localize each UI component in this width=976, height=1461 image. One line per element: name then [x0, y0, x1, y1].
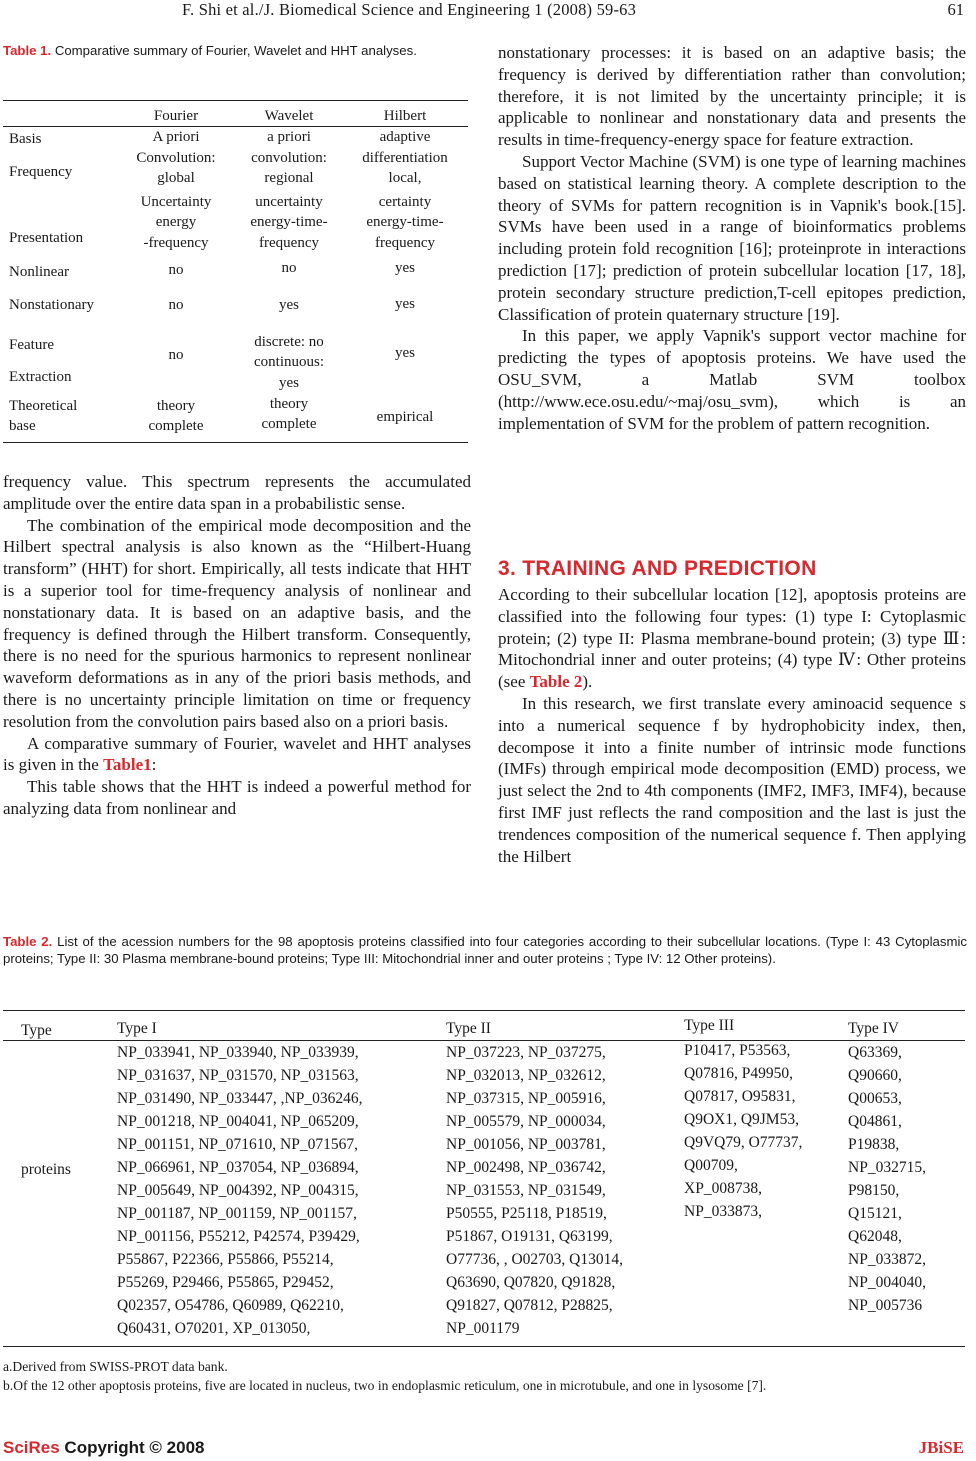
right-column-text: [498, 42, 966, 434]
table2-bottom-rule: [3, 1346, 965, 1347]
left-column-text: [3, 471, 471, 820]
table1-row-label: Theoretical base: [9, 398, 78, 435]
table1-cell: differentiation local,: [362, 150, 448, 187]
paragraph-text: :: [151, 755, 157, 775]
table2-cell-type4: Q15121,: [848, 1205, 902, 1222]
table2-cell-type3: P10417, P53563,: [684, 1042, 791, 1059]
table2-note-a: a.Derived from SWISS-PROT data bank.: [3, 1359, 228, 1374]
table2-header-type1: Type I: [117, 1020, 157, 1037]
table1-cell: no: [168, 262, 184, 278]
table1-cell: empirical: [376, 409, 434, 425]
paragraph-text: According to their subcellular location [12], apoptosis proteins are classified into the following four types: (1) type I: Cytoplasmic protein; (2) type II: Plasma membrane-bound protein; (3) type Ⅲ: Mitochondrial inner and outer proteins; (4) type Ⅳ: Other proteins (see: [498, 585, 966, 692]
table2-cell-type3: Q9OX1, Q9JM53,: [684, 1111, 799, 1128]
table2-cell-type2: NP_002498, NP_036742,: [446, 1159, 606, 1176]
table2-cell-type1: NP_033941, NP_033940, NP_033939,: [117, 1044, 359, 1061]
table2-cell-type2: NP_032013, NP_032612,: [446, 1067, 606, 1084]
table2-cell-type2: Q63690, Q07820, Q91828,: [446, 1274, 616, 1291]
table1: [0, 0, 476, 460]
table1-cell: A priori: [152, 129, 200, 145]
table1-cell: no: [168, 297, 184, 313]
table1-caption-label: Table 1.: [3, 43, 52, 58]
table2-cell-type1: NP_031490, NP_033447, ,NP_036246,: [117, 1090, 363, 1107]
table1-cell: theory complete: [261, 396, 317, 433]
table2-note-b: b.Of the 12 other apoptosis proteins, five are located in nucleus, two in endoplasmic reticulum, one in microtubule, and one in lysosome [7].: [3, 1378, 767, 1393]
table2-cell-type1: NP_001218, NP_004041, NP_065209,: [117, 1113, 359, 1130]
table2-cell-type3: Q07817, O95831,: [684, 1088, 796, 1105]
table2-cell-type3: Q00709,: [684, 1157, 738, 1174]
table2-cell-type4: Q00653,: [848, 1090, 902, 1107]
footer-copyright: [3, 1438, 205, 1458]
table2-type3-column: [684, 1039, 802, 1223]
table1-row-label: Feature Extraction: [9, 337, 72, 385]
table2-caption: [3, 933, 967, 967]
table1-cell: yes: [395, 260, 415, 276]
table1-cell: adaptive: [379, 129, 431, 145]
table1-row-label: Presentation: [9, 230, 84, 246]
table2-cell-type2: NP_037315, NP_005916,: [446, 1090, 606, 1107]
paragraph-text: A comparative summary of Fourier, wavelet and HHT analyses is given in the: [3, 733, 471, 775]
table2-cell-type1: P55867, P22366, P55866, P55214,: [117, 1251, 334, 1268]
table1-col-hilbert: Hilbert: [383, 108, 427, 124]
publisher-logo-text: SciRes: [3, 1438, 60, 1457]
table2-cell-type1: Q02357, O54786, Q60989, Q62210,: [117, 1297, 344, 1314]
table2-row-label: proteins: [21, 1161, 71, 1178]
table1-cell: yes: [279, 297, 299, 313]
paragraph: [498, 584, 966, 693]
table2-cell-type4: P19838,: [848, 1136, 900, 1153]
table2-cell-type2: NP_031553, NP_031549,: [446, 1182, 606, 1199]
table1-bottom-rule: [3, 442, 468, 443]
table2-cell-type1: NP_066961, NP_037054, NP_036894,: [117, 1159, 359, 1176]
table1-cell: discrete: no continuous: yes: [254, 334, 324, 391]
paragraph: Support Vector Machine (SVM) is one type of learning machines based on statistical learning theory. A complete description to the theory of SVMs for pattern recognition is in Vapnik's book.[15]. SVMs have been used in a range of bioinformatics problems including protein fold recognition [16]; proteinprote in interactions prediction [17]; prediction of protein subcellular location [17, 18], protein secondary structure prediction,T-cell epitopes prediction, Classification of protein quaternary structure [19].: [498, 151, 966, 324]
table2-cell-type4: NP_005736: [848, 1297, 923, 1314]
table2-cell-type4: P98150,: [848, 1182, 900, 1199]
paragraph: frequency value. This spectrum represents the accumulated amplitude over the entire data span in a probabilistic sense.: [3, 472, 471, 513]
table2-header-type: Type: [21, 1022, 52, 1039]
table1-cell: theory complete: [148, 398, 204, 435]
table2-top-rule: [3, 1010, 965, 1011]
table1-ref-link[interactable]: Table1: [103, 755, 152, 775]
table1-cell: yes: [395, 345, 415, 361]
table1-row-label: Basis: [9, 131, 42, 147]
table2-cell-type4: NP_032715,: [848, 1159, 926, 1176]
table2-cell-type2: P51867, O19131, Q63199,: [446, 1228, 613, 1245]
paragraph: In this research, we first translate every aminoacid sequence s into a numerical sequence f by hydrophobicity index, then, decompose it into a finite number of intrinsic mode functions (IMFs) through empirical mode decomposition (EMD) process, we just select the 2nd to 4th components (IMF2, IMF3, IMF4), because first IMF just reflects the rand composition and the last is just the trendences composition of the numerical sequence f. Then applying the Hilbert: [498, 693, 966, 866]
table2-cell-type2: P50555, P25118, P18519,: [446, 1205, 607, 1222]
table2-cell-type2: NP_001056, NP_003781,: [446, 1136, 606, 1153]
table1-caption-text: Comparative summary of Fourier, Wavelet and HHT analyses.: [54, 43, 417, 58]
table1-cell: no: [168, 347, 184, 363]
table2-cell-type4: NP_033872,: [848, 1251, 926, 1268]
table1-cell: certainty energy-time- frequency: [366, 194, 444, 251]
table2-cell-type4: NP_004040,: [848, 1274, 926, 1291]
table1-row-label: Frequency: [9, 164, 73, 180]
table2-cell-type2: Q91827, Q07812, P28825,: [446, 1297, 613, 1314]
table1-cell: a priori: [267, 129, 311, 145]
table2-header-type3: Type III: [684, 1017, 735, 1034]
table1-top-rule: [3, 100, 468, 101]
running-title: F. Shi et al./J. Biomedical Science and Engineering 1 (2008) 59-63: [182, 0, 637, 19]
table2-cell-type2: NP_037223, NP_037275,: [446, 1044, 606, 1061]
paragraph: This table shows that the HHT is indeed a powerful method for analyzing data from nonlinear and: [3, 777, 471, 818]
table2-caption-label: Table 2.: [3, 934, 53, 949]
table1-row-label: Nonstationary: [9, 297, 94, 313]
table1-cell: Convolution: global: [136, 150, 216, 187]
table2-cell-type3: NP_033873,: [684, 1203, 762, 1220]
table2-cell-type3: Q9VQ79, O77737,: [684, 1134, 803, 1151]
table2-cell-type1: NP_001187, NP_001159, NP_001157,: [117, 1205, 357, 1222]
table2-header-type2: Type II: [446, 1020, 491, 1037]
paragraph-text: ).: [582, 672, 593, 692]
paragraph: In this paper, we apply Vapnik's support vector machine for predicting the types of apoptosis proteins. We have used the OSU_SVM, a Matlab SVM toolbox (http://www.ece.osu.edu/~maj/osu_svm), which is an implementation of SVM for the problem of pattern recognition.: [498, 326, 966, 433]
copyright-text: Copyright © 2008: [59, 1438, 205, 1457]
table2-cell-type2: NP_001179: [446, 1320, 520, 1337]
table1-cell: uncertainty energy-time- frequency: [250, 194, 328, 251]
table2-cell-type2: O77736, , O02703, Q13014,: [446, 1251, 623, 1268]
table1-cell: no: [281, 260, 297, 276]
table2-cell-type4: Q90660,: [848, 1067, 902, 1084]
journal-name: JBiSE: [918, 1438, 964, 1457]
table1-cell: Uncertainty energy -frequency: [140, 194, 212, 251]
table1-row-label: Nonlinear: [9, 264, 69, 280]
table2-caption-text: List of the acession numbers for the 98 apoptosis proteins classified into four categories according to their subcellular locations. (Type I: 43 Cytoplasmic proteins; Type II: 30 Plasma membrane-bound proteins; Type III: Mitochondrial inner and outer proteins ; Type IV: 12 Other proteins).: [3, 934, 967, 966]
table1-col-fourier: Fourier: [153, 108, 199, 124]
table2-cell-type3: XP_008738,: [684, 1180, 762, 1197]
table1-col-wavelet: Wavelet: [264, 108, 314, 124]
table2-cell-type1: NP_001156, P55212, P42574, P39429,: [117, 1228, 360, 1245]
table2-cell-type3: Q07816, P49950,: [684, 1065, 793, 1082]
paragraph: [3, 733, 471, 777]
table1-cell: yes: [395, 296, 415, 312]
table2-type1-column: [117, 1041, 362, 1340]
table2-cell-type2: NP_005579, NP_000034,: [446, 1113, 606, 1130]
table2-header-type4: Type IV: [848, 1020, 899, 1037]
section-heading: 3. TRAINING AND PREDICTION: [498, 557, 817, 580]
page-number: 61: [947, 0, 964, 19]
table2-cell-type1: NP_031637, NP_031570, NP_031563,: [117, 1067, 359, 1084]
table2-cell-type4: Q63369,: [848, 1044, 902, 1061]
table1-cell: convolution: regional: [251, 150, 327, 187]
table2-cell-type1: Q60431, O70201, XP_013050,: [117, 1320, 311, 1337]
table2-cell-type1: NP_005649, NP_004392, NP_004315,: [117, 1182, 359, 1199]
table2-ref-link[interactable]: Table 2: [529, 672, 583, 692]
paragraph: nonstationary processes: it is based on an adaptive basis; the frequency is derived by differentiation rather than convolution; therefore, it is not limited by the uncertainty principle; it is applicable to nonlinear and nonstationary data and presents the results in time-frequency-energy space for feature extraction.: [498, 43, 966, 150]
table2-cell-type4: Q04861,: [848, 1113, 902, 1130]
right-column-text-2: [498, 584, 966, 867]
table2-cell-type4: Q62048,: [848, 1228, 902, 1245]
paragraph: The combination of the empirical mode decomposition and the Hilbert spectral analysis is also known as the “Hilbert-Huang transform” (HHT) for short. Empirically, all tests indicate that HHT is a superior tool for time-frequency analysis of nonlinear and nonstationary data. It is based on an adaptive basis, and the frequency is defined through the Hilbert transform. Consequently, there is no need for the spurious harmonics to represent nonlinear waveform deformations as in any of the priori basis methods, and there is no uncertainty principle limitation on time or frequency resolution from the convolution pairs based also on a priori basis.: [3, 515, 471, 731]
table2-type2-column: [446, 1041, 623, 1340]
table2-type4-column: [848, 1041, 926, 1317]
table2-cell-type1: NP_001151, NP_071610, NP_071567,: [117, 1136, 358, 1153]
table2-cell-type1: P55269, P29466, P55865, P29452,: [117, 1274, 334, 1291]
